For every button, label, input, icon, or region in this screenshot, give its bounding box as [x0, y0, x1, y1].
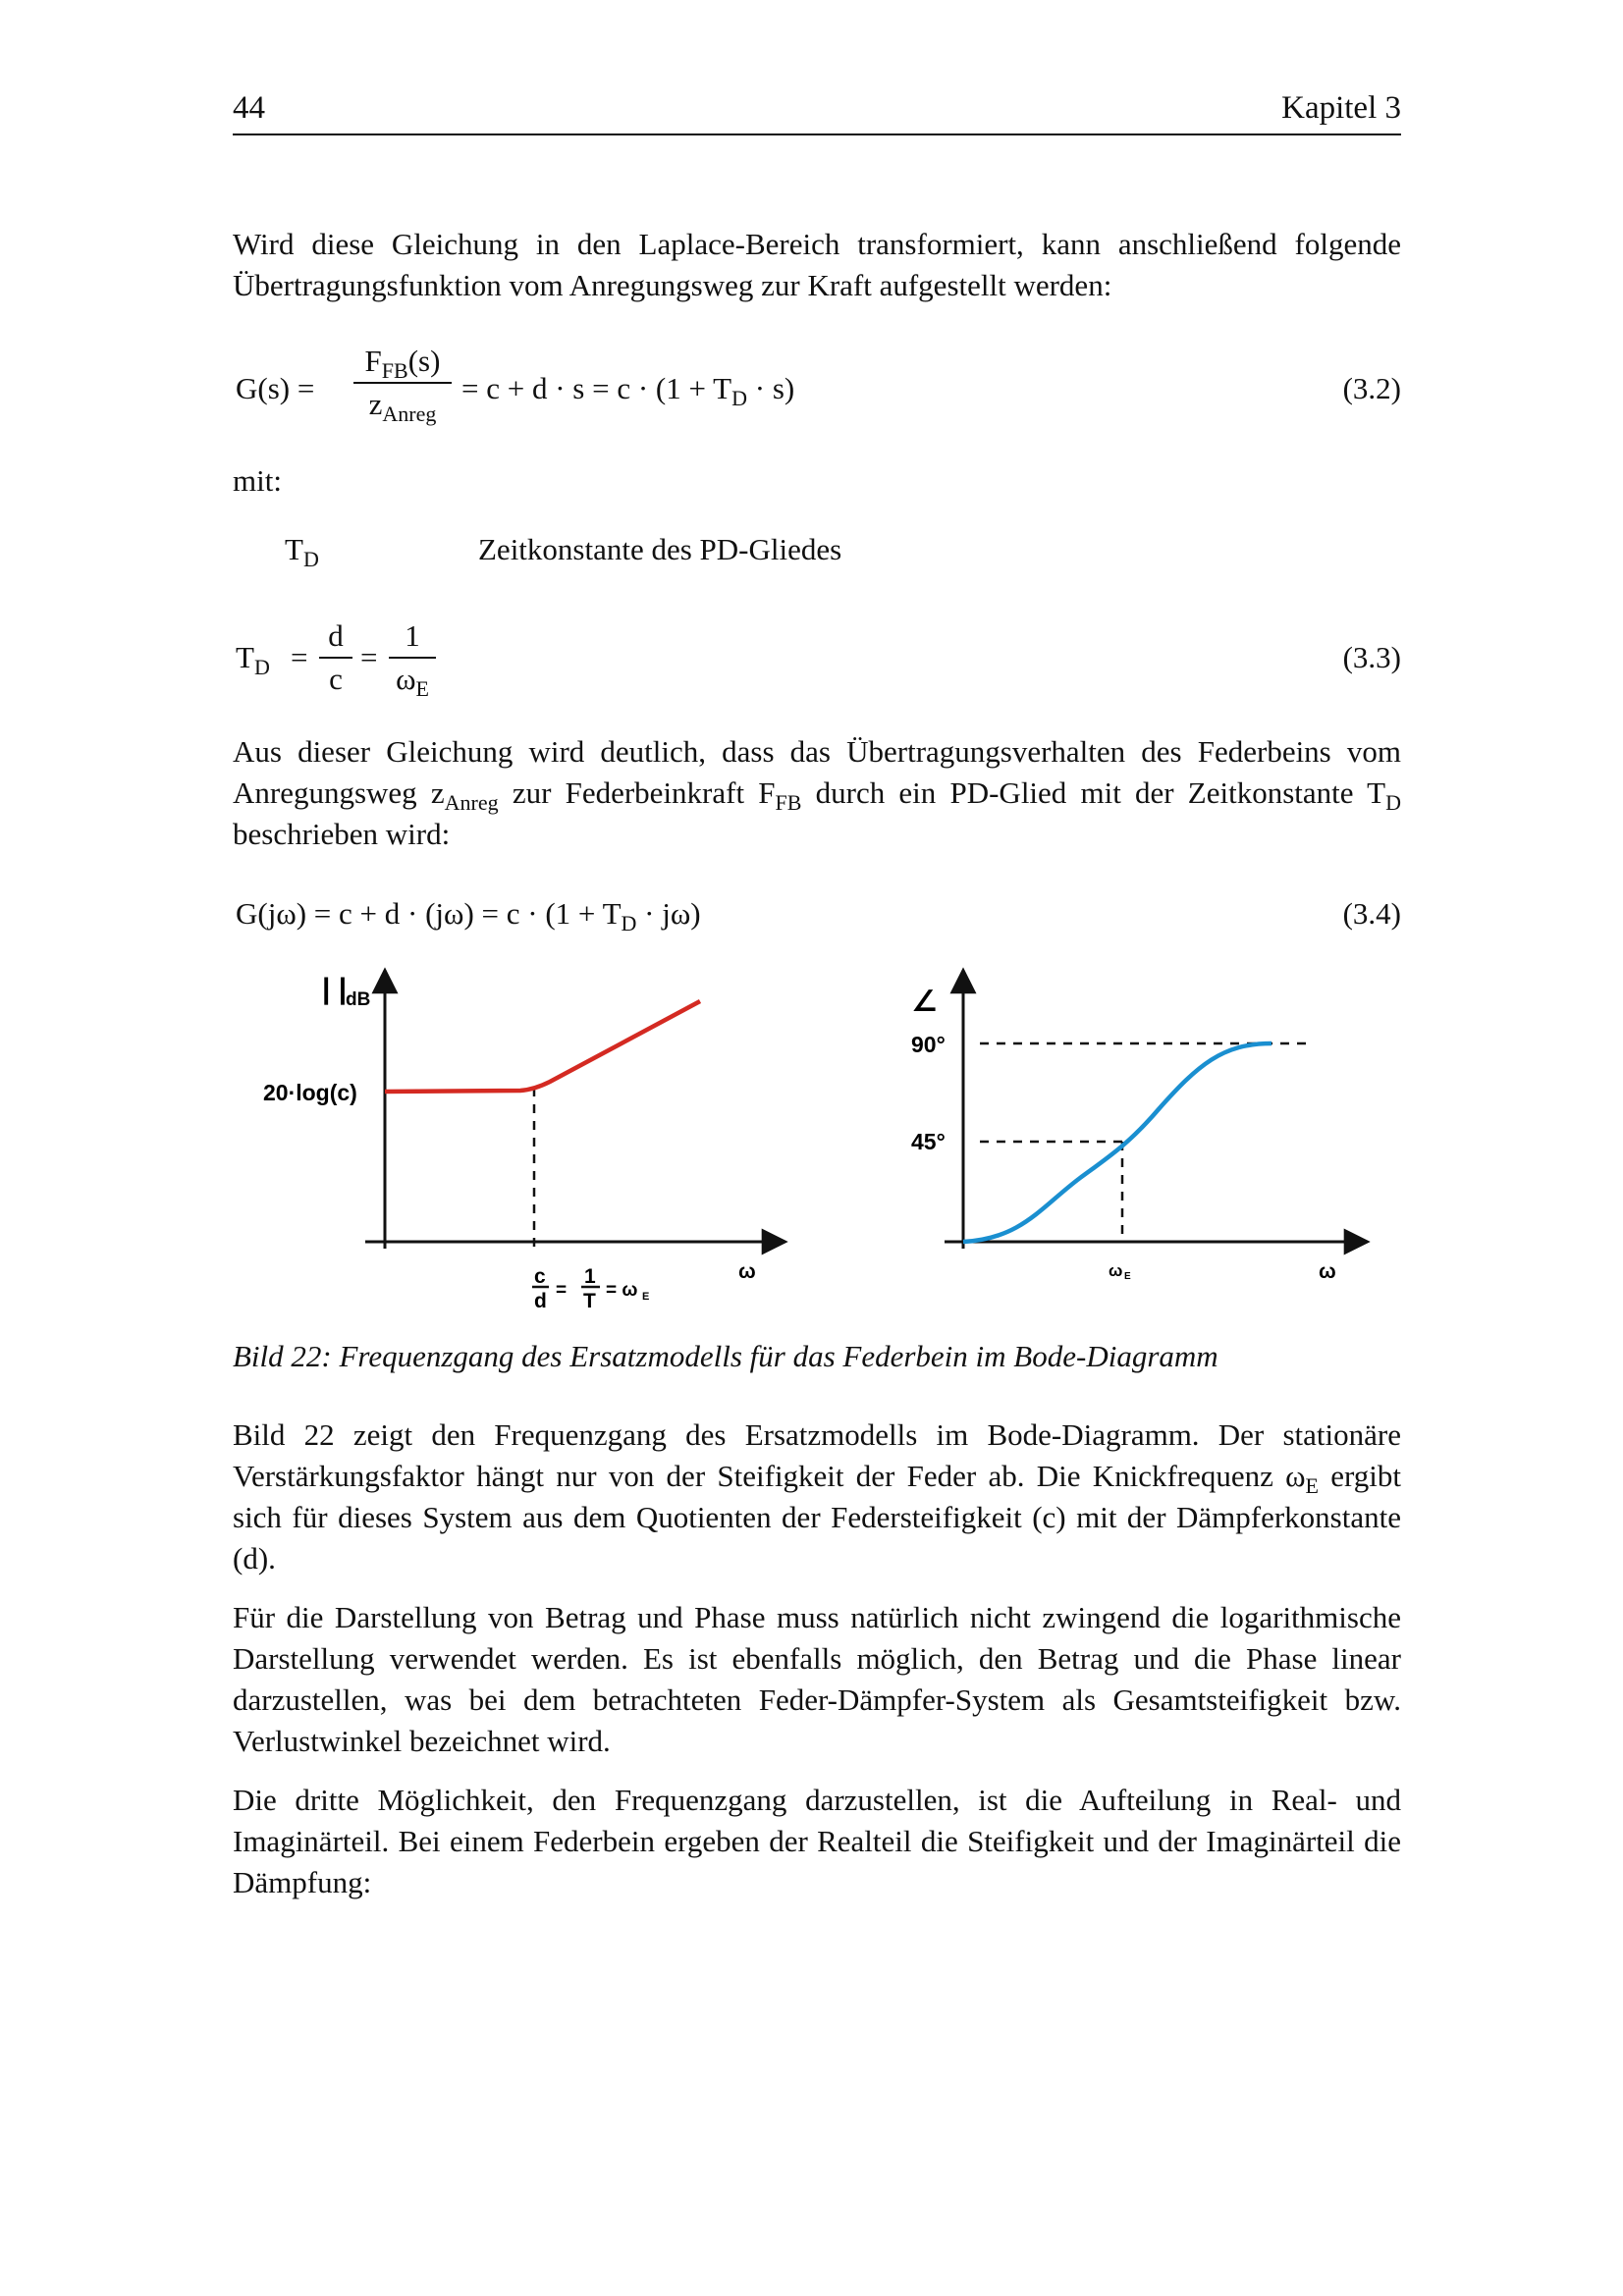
paragraph-5: Die dritte Möglichkeit, den Frequenzgang darzustellen, ist die Aufteilung in Real- und Imaginärteil. Bei einem Federbein ergeben der Realteil die Steifigkeit und der Imaginärteil die Dämpfung:	[233, 1783, 1401, 1899]
eq32-number: (3.2)	[1342, 371, 1401, 405]
phase-corner-label-sub: E	[1124, 1271, 1131, 1282]
corner-label-1: 1	[584, 1265, 596, 1288]
magnitude-y-label: | |	[322, 973, 348, 1005]
mit-label: mit:	[233, 463, 282, 498]
phase-x-label: ω	[1319, 1260, 1336, 1283]
paragraph-2: Aus dieser Gleichung wird deutlich, dass das Übertragungsverhalten des Federbeins vom Anregungsweg $z_{Anreg}$ zur Federbeinkraft $F_{FB}$ durch ein PD-Glied mit der Zeitkonstante $T_D$ beschrieben wird:	[233, 734, 1401, 851]
eq34-expression: $G(j\omega) = c + d \cdot (j\omega) = c \cdot (1 + T_D \cdot j\omega)$	[236, 896, 701, 935]
phase-tick-45: 45°	[911, 1129, 946, 1154]
magnitude-y-label-sub: dB	[346, 989, 371, 1010]
eq33-number: (3.3)	[1342, 640, 1401, 674]
magnitude-level-label: 20·log(c)	[263, 1080, 357, 1105]
eq32-numerator: $F_{FB}(s)$	[364, 344, 441, 383]
eq33-fraction-2: 1 $\omega_E$	[389, 618, 436, 697]
symbol-td: $T_D$	[285, 532, 319, 571]
eq34-number: (3.4)	[1342, 896, 1401, 931]
paragraph-3: Bild 22 zeigt den Frequenzgang des Ersatzmodells im Bode-Diagramm. Der stationäre Verstärkungsfaktor hängt nur von der Steifigkeit der Feder ab. Die Knickfrequenz $\omega_E$ ergibt sich für dieses System aus dem Quotienten der Federsteifigkeit (c) mit der Dämpferkonstante (d).	[233, 1417, 1401, 1575]
phase-plot	[911, 970, 1368, 1283]
eq33-lhs: $T_D$	[236, 640, 270, 679]
magnitude-x-label: ω	[738, 1260, 756, 1283]
eq33-equals-1: =	[291, 640, 308, 674]
intro-paragraph: Wird diese Gleichung in den Laplace-Bereich transformiert, kann anschließend folgende Übertragungsfunktion vom Anregungsweg zur Kraft aufgestellt werden:	[233, 227, 1401, 302]
eq32-denominator: $z_{Anreg}$	[368, 387, 437, 426]
page-number: 44	[233, 90, 265, 126]
corner-label-sub: E	[642, 1291, 650, 1303]
eq33-fraction-1: d c	[319, 618, 352, 697]
figure-caption: Bild 22: Frequenzgang des Ersatzmodells für das Federbein im Bode-Diagramm	[233, 1339, 1218, 1373]
corner-label-eq2: = ω	[606, 1280, 638, 1301]
phase-corner-label: ω	[1109, 1261, 1123, 1280]
corner-label-T: T	[583, 1290, 596, 1312]
eq33-equals-2: =	[360, 640, 378, 674]
paragraph-4: Für die Darstellung von Betrag und Phase muss natürlich nicht zwingend die logarithmische Darstellung verwendet werden. Es ist ebenfalls möglich, den Betrag und die Phase linear darzustellen, was bei dem betrachteten Feder-Dämpfer-System als Gesamtsteifigkeit bzw. Verlustwinkel bezeichnet wird.	[233, 1600, 1401, 1758]
magnitude-curve	[385, 1001, 700, 1092]
corner-label-d: d	[534, 1290, 547, 1312]
phase-tick-90: 90°	[911, 1032, 946, 1057]
eq32-rhs: = $c + d \cdot s = c \cdot (1 + T_D \cdot s)$	[461, 371, 795, 410]
symbol-description: Zeitkonstante des PD-Gliedes	[478, 532, 842, 566]
chapter-title: Kapitel 3	[1281, 90, 1401, 126]
eq32-lhs: G(s) =	[236, 371, 315, 405]
magnitude-plot	[263, 970, 785, 1312]
corner-label-c: c	[534, 1265, 546, 1288]
corner-label-eq1: =	[556, 1280, 568, 1301]
phase-y-label: ∠	[911, 986, 938, 1018]
